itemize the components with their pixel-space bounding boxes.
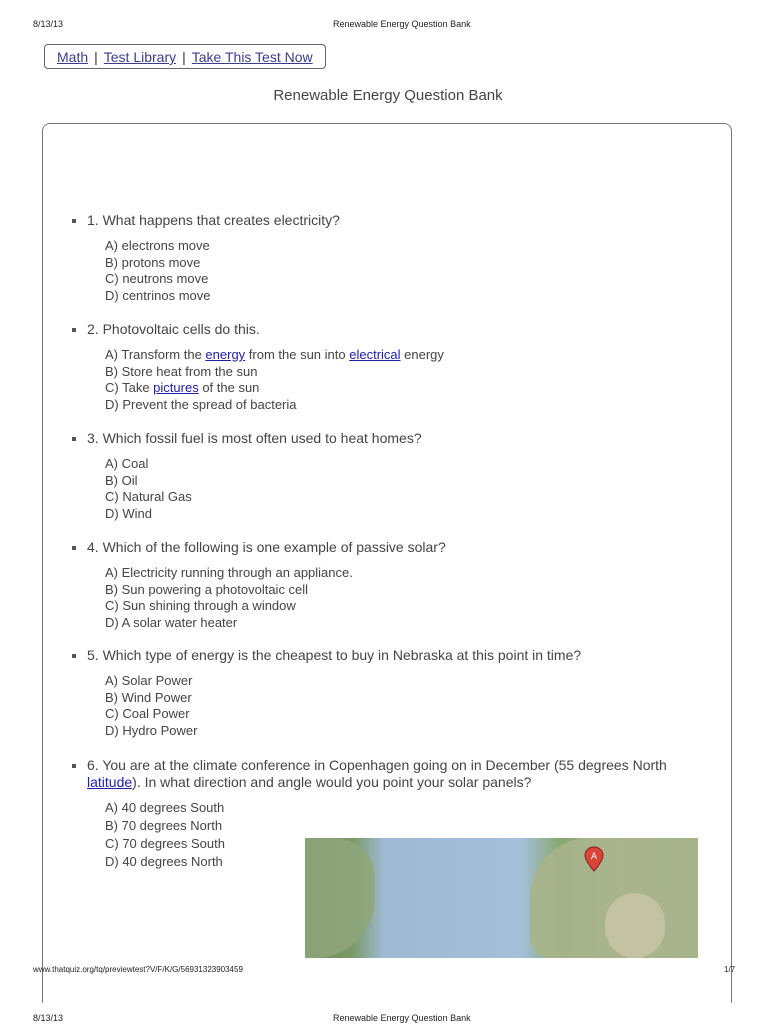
map-land-north-america (305, 838, 375, 958)
question-stem: 2. Photovoltaic cells do this. (72, 321, 712, 338)
footer-url: www.thatquiz.org/tq/previewtest?V/F/K/G/56931323903459 (33, 965, 243, 974)
answer-option: B) Oil (105, 472, 138, 488)
question-stem (72, 757, 702, 791)
question-stem: 3. Which fossil fuel is most often used to heat homes? (72, 430, 712, 447)
question-stem: 1. What happens that creates electricity? (72, 212, 712, 229)
pictures-link[interactable]: pictures (153, 380, 199, 395)
question-stem: 4. Which of the following is one example of passive solar? (72, 539, 712, 556)
question-4 (72, 539, 712, 631)
map-land-east (605, 893, 665, 958)
header-title: Renewable Energy Question Bank (333, 19, 471, 29)
latitude-link[interactable]: latitude (87, 774, 133, 790)
option-text: from the sun into (245, 347, 350, 362)
nav-math-link[interactable]: Math (57, 49, 89, 65)
answer-option: B) protons move (105, 254, 201, 270)
energy-link[interactable]: energy (205, 347, 246, 362)
page-title: Renewable Energy Question Bank (273, 87, 503, 104)
answer-option: A) electrons move (105, 238, 210, 253)
answer-option: B) Wind Power (105, 689, 192, 705)
answer-option (105, 380, 712, 397)
answer-option: C) neutrons move (105, 271, 209, 286)
electrical-link[interactable]: electrical (349, 347, 401, 362)
answer-options (72, 238, 712, 304)
answer-option: D) Prevent the spread of bacteria (105, 396, 297, 412)
option-text: energy (400, 347, 444, 362)
answer-option: C) Natural Gas (105, 489, 192, 504)
answer-option: C) 70 degrees South (105, 836, 225, 851)
question-3 (72, 430, 712, 522)
header-date: 8/13/13 (33, 19, 64, 29)
question-2 (72, 321, 712, 413)
stem-text: ). In what direction and angle would you point your solar panels? (132, 774, 532, 790)
answer-option: C) Coal Power (105, 706, 190, 721)
answer-option: A) Electricity running through an appliance. (105, 565, 353, 580)
next-page-header-date: 8/13/13 (33, 1013, 64, 1023)
answer-option: D) 40 degrees North (105, 854, 223, 869)
question-stem: 5. Which type of energy is the cheapest to buy in Nebraska at this point in time? (72, 647, 712, 664)
option-text: C) Take (105, 380, 154, 395)
answer-option: A) 40 degrees South (105, 800, 225, 815)
answer-option (105, 347, 712, 364)
answer-option: D) centrinos move (105, 287, 211, 303)
map-marker-icon[interactable] (584, 846, 604, 872)
nav-separator: | (182, 49, 186, 65)
option-text: of the sun (198, 380, 260, 395)
answer-options (72, 347, 712, 413)
nav-test-library-link[interactable]: Test Library (103, 49, 177, 65)
answer-option: C) Sun shining through a window (105, 598, 296, 613)
answer-option: A) Coal (105, 456, 149, 471)
answer-option: B) 70 degrees North (105, 818, 223, 833)
answer-options (72, 456, 712, 522)
option-text: A) Transform the (105, 347, 206, 362)
map-marker-label: A (590, 851, 598, 861)
nav-breadcrumb (44, 44, 326, 69)
answer-option: D) Wind (105, 505, 152, 521)
nav-separator: | (94, 49, 98, 65)
answer-options (72, 673, 712, 739)
answer-options (72, 565, 712, 631)
nav-take-test-link[interactable]: Take This Test Now (191, 49, 313, 65)
answer-option: D) A solar water heater (105, 614, 238, 630)
map-image[interactable] (305, 838, 698, 958)
question-1 (72, 212, 712, 304)
next-page-header-title: Renewable Energy Question Bank (333, 1013, 471, 1023)
footer-page-number: 1/7 (724, 965, 736, 974)
question-5 (72, 647, 712, 739)
answer-option: B) Sun powering a photovoltaic cell (105, 581, 309, 597)
stem-text: 6. You are at the climate conference in Copenhagen going on in December (55 degrees North (87, 757, 667, 773)
answer-option: A) Solar Power (105, 673, 193, 688)
answer-option: D) Hydro Power (105, 722, 198, 738)
answer-option: B) Store heat from the sun (105, 363, 258, 379)
